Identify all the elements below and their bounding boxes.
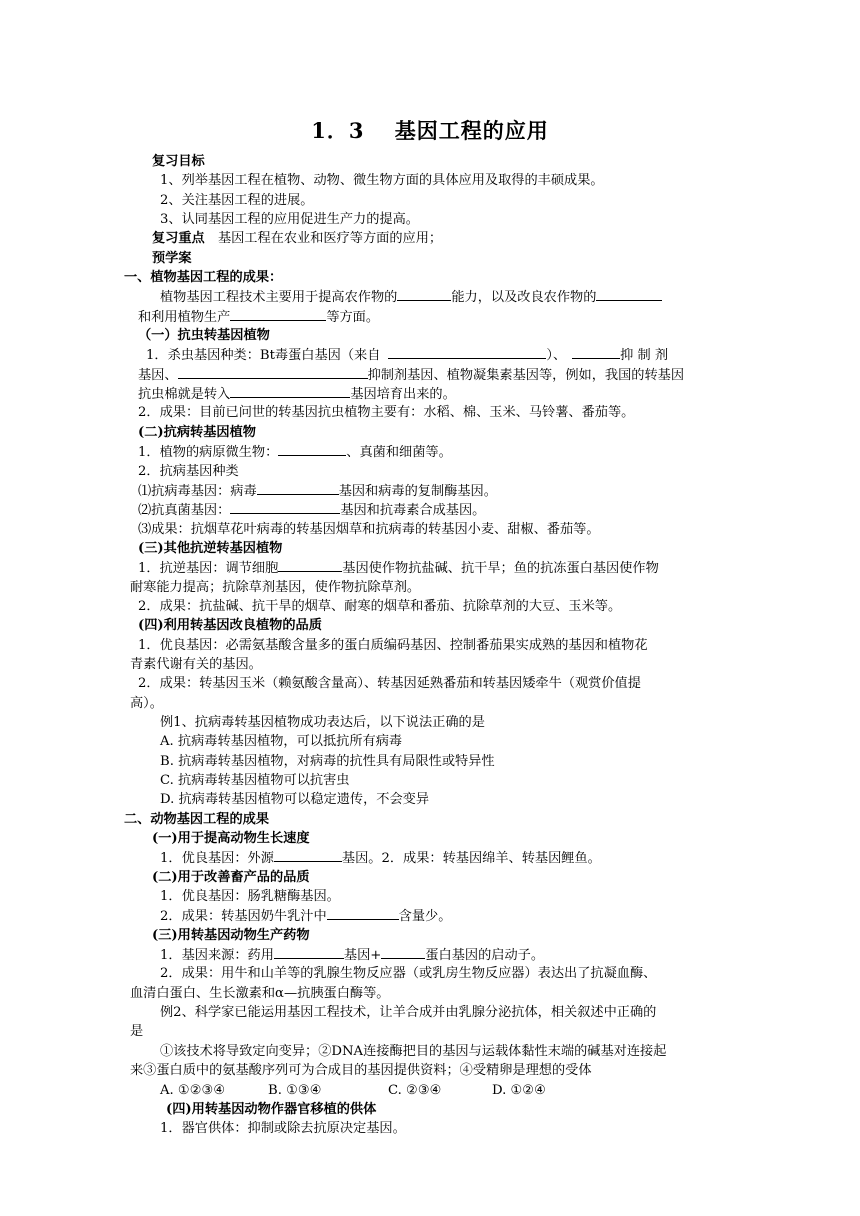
example-2-option-a: A. ①②③④: [160, 1082, 226, 1098]
fill-blank[interactable]: [178, 365, 368, 379]
text-line: 高）。: [130, 695, 163, 711]
fill-blank[interactable]: [381, 945, 425, 959]
example-1-option-d: D. 抗病毒转基因植物可以稳定遗传，不会变异: [160, 792, 430, 808]
text-line: 2．成果：转基因玉米（赖氨酸含量高）、转基因延熟番茄和转基因矮牵牛（观赏价值提: [138, 676, 641, 692]
example-2-statement-cont: 来③蛋白质中的氨基酸序列可为合成目的基因提供资料；④受精卵是理想的受体: [130, 1063, 592, 1079]
text-line: 2．抗病基因种类: [138, 463, 239, 479]
subheading: (一)用于提高动物生长速度: [152, 831, 310, 847]
text-line: 2．成果：转基因奶牛乳汁中 含量少。: [130, 906, 730, 925]
fill-blank[interactable]: [327, 906, 399, 920]
section-1-heading: 一、植物基因工程的成果：: [124, 270, 283, 286]
example-2-question: 例2、科学家已能运用基因工程技术，让羊合成并由乳腺分泌抗体，相关叙述中正确的: [160, 1005, 657, 1021]
subheading: （一）抗虫转基因植物: [138, 328, 270, 344]
fill-blank[interactable]: [397, 287, 451, 301]
example-2-option-c: C. ②③④: [388, 1082, 442, 1098]
goal-item: 2、关注基因工程的进展。: [160, 192, 314, 208]
text-line: 2．成果：抗盐碱、抗干旱的烟草、耐寒的烟草和番茄、抗除草剂的大豆、玉米等。: [138, 598, 622, 614]
goal-item: 1、列举基因工程在植物、动物、微生物方面的具体应用及取得的丰硕成果。: [160, 173, 604, 189]
example-2-question-cont: 是: [130, 1024, 144, 1040]
text-line: 1．植物的病原微生物： 、真菌和细菌等。: [130, 442, 730, 461]
fill-blank[interactable]: [230, 384, 350, 398]
page-title: 1．3 基因工程的应用: [311, 118, 549, 143]
document-body: [124, 152, 730, 1139]
fill-blank[interactable]: [230, 500, 340, 514]
text-line: 1．优良基因：外源 基因。2．成果：转基因绵羊、转基因鲤鱼。: [130, 848, 730, 867]
fill-blank[interactable]: [388, 345, 546, 359]
text-line: 抗虫棉就是转入 基因培育出来的。: [130, 384, 730, 403]
subheading: (三)用转基因动物生产药物: [152, 927, 310, 943]
fill-blank[interactable]: [278, 558, 342, 572]
text-line: ⑶成果：抗烟草花叶病毒的转基因烟草和抗病毒的转基因小麦、甜椒、番茄等。: [138, 521, 600, 537]
fill-blank[interactable]: [278, 442, 346, 456]
subheading: (四)利用转基因改良植物的品质: [138, 618, 322, 634]
fill-blank[interactable]: [572, 345, 620, 359]
fill-blank[interactable]: [274, 945, 344, 959]
example-1-option-c: C. 抗病毒转基因植物可以抗害虫: [160, 773, 350, 788]
preview-heading: 预学案: [152, 250, 192, 266]
text-line: ⑵抗真菌基因： 基因和抗毒素合成基因。: [130, 500, 730, 519]
example-1-option-b: B. 抗病毒转基因植物，对病毒的抗性具有局限性或特异性: [160, 753, 495, 769]
text-line: 耐寒能力提高；抗除草剂基因，使作物抗除草剂。: [130, 579, 421, 595]
subheading: (二)抗病转基因植物: [138, 424, 256, 440]
text-line: 1．杀虫基因种类：Bt毒蛋白基因（来自 ）、 抑 制 剂: [130, 345, 730, 364]
fill-blank[interactable]: [257, 481, 339, 495]
fill-blank[interactable]: [596, 287, 662, 301]
text-line: 1．优良基因：必需氨基酸含量多的蛋白质编码基因、控制番茄果实成熟的基因和植物花: [138, 637, 648, 653]
subheading: (三)其他抗逆转基因植物: [138, 540, 283, 556]
example-2-option-d: D. ①②④: [492, 1082, 546, 1098]
text-line: 植物基因工程技术主要用于提高农作物的 能力，以及改良农作物的: [130, 287, 730, 306]
goals-heading: 复习目标: [152, 154, 205, 169]
focus-label: 复习重点: [152, 231, 205, 247]
section-2-heading: 二、动物基因工程的成果: [124, 811, 270, 827]
text-line: 1．抗逆基因：调节细胞 基因使作物抗盐碱、抗干旱；鱼的抗冻蛋白基因使作物: [130, 558, 730, 577]
fill-blank[interactable]: [230, 307, 326, 321]
example-2-statement: ①该技术将导致定向变异；②DNA连接酶把目的基因与运载体黏性末端的碱基对连接起: [160, 1043, 667, 1059]
text-line: 1．优良基因：肠乳糖酶基因。: [160, 889, 340, 905]
example-1-option-a: A. 抗病毒转基因植物，可以抵抗所有病毒: [160, 734, 403, 750]
fill-blank[interactable]: [274, 848, 342, 862]
subheading: (四)用转基因动物作器官移植的供体: [166, 1101, 377, 1117]
focus-line: [130, 229, 730, 248]
focus-text: 基因工程在农业和医疗等方面的应用；: [217, 231, 443, 247]
text-line: 2．成果：目前已问世的转基因抗虫植物主要有：水稻、棉、玉米、马铃薯、番茄等。: [138, 405, 635, 421]
text-line: 1．基因来源：药用 基因+ 蛋白基因的启动子。: [130, 945, 730, 964]
example-2-option-b: B. ①③④: [268, 1082, 322, 1098]
example-2-options: [130, 1081, 730, 1100]
text-line: 基因、 抑制剂基因、植物凝集素基因等，例如，我国的转基因: [130, 365, 730, 384]
example-1-question: 例1、抗病毒转基因植物成功表达后，以下说法正确的是: [160, 714, 485, 730]
text-line: 1．器官供体：抑制或除去抗原决定基因。: [160, 1121, 406, 1137]
text-line: 青素代谢有关的基因。: [130, 656, 262, 672]
text-line: 2．成果：用牛和山羊等的乳腺生物反应器（或乳房生物反应器）表达出了抗凝血酶、: [160, 966, 657, 982]
text-line: ⑴抗病毒基因：病毒 基因和病毒的复制酶基因。: [130, 481, 730, 500]
text-line: 血清白蛋白、生长激素和α—抗胰蛋白酶等。: [130, 985, 390, 1001]
text-line: 和利用植物生产 等方面。: [130, 307, 730, 326]
subheading: (二)用于改善畜产品的品质: [152, 869, 310, 885]
goal-item: 3、认同基因工程的应用促进生产力的提高。: [160, 212, 419, 228]
